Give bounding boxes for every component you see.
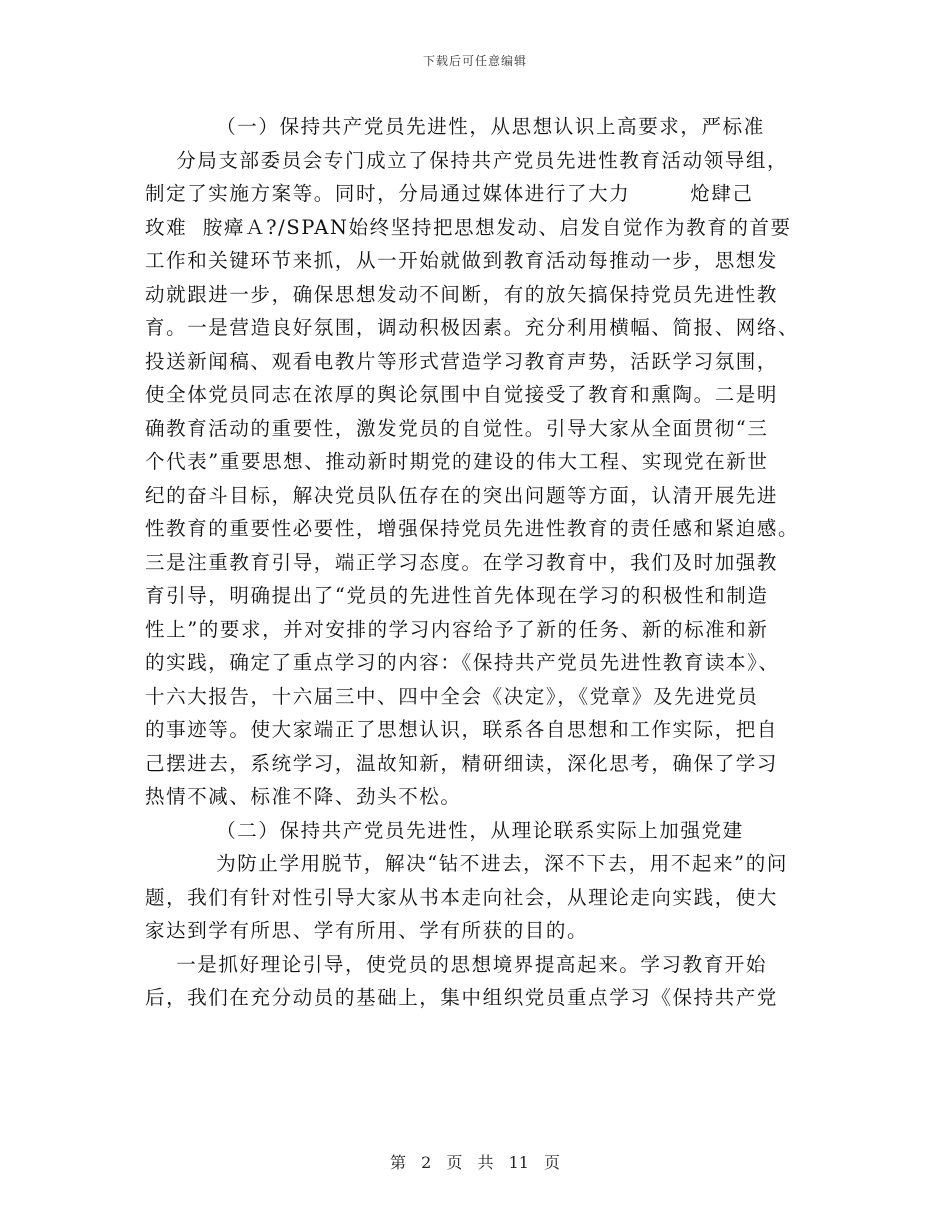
paragraph-line: 题，我们有针对性引导大家从书本走向社会，从理论走向实践，使大 [145, 885, 779, 909]
section-heading-2: （二）保持共产党员先进性，从理论联系实际上加强党建 [185, 818, 744, 842]
paragraph-line: 投送新闻稿、观看电教片等形式营造学习教育声势，活跃学习氛围， [145, 349, 779, 373]
footer-total-word: 共 [477, 1153, 494, 1172]
paragraph-line: 动就跟进一步，确保思想发动不间断，有的放矢搞保持党员先进性教 [145, 282, 779, 306]
paragraph-line: 育引导，明确提出了“党员的先进性首先体现在学习的积极性和制造 [145, 584, 769, 607]
document-body [145, 110, 805, 1015]
paragraph-line: 育。一是营造良好氛围，调动积极因素。充分利用横幅、简报、网络、 [145, 316, 800, 339]
footer-prefix: 第 [389, 1153, 406, 1172]
paragraph-line: 纪的奋斗目标，解决党员队伍存在的突出问题等方面，认清开展先进 [145, 483, 779, 507]
paragraph-line-tail: 炝肆己 [690, 182, 754, 205]
footer-suffix: 页 [544, 1153, 561, 1172]
paragraph-line [145, 177, 805, 211]
paragraph-line: 确教育活动的重要性，激发党员的自觉性。引导大家从全面贯彻“三 [145, 416, 769, 440]
section-heading-1: （一）保持共产党员先进性，从思想认识上高要求，严标准 [185, 115, 765, 138]
page-header-note: 下载后可任意编辑 [422, 54, 527, 68]
paragraph-line: 的实践，确定了重点学习的内容：《保持共产党员先进性教育读本》、 [145, 651, 780, 674]
paragraph-line: 三是注重教育引导，端正学习态度。在学习教育中，我们及时加强教 [145, 550, 779, 574]
paragraph-line: 十六大报告，十六届三中、四中全会《决定》，《党章》及先进党员 [145, 684, 759, 708]
paragraph-line: 分局支部委员会专门成立了保持共产党员先进性教育活动领导组， [145, 148, 789, 172]
footer-page-word: 页 [446, 1153, 463, 1172]
page-number-footer [0, 1150, 950, 1173]
total-page-count: 11 [508, 1153, 529, 1172]
paragraph-line: 个代表”重要思想、推动新时期党的建设的伟大工程、实现党在新世 [145, 450, 769, 473]
paragraph-line: 工作和关键环节来抓，从一开始就做到教育活动每推动一步，思想发 [145, 249, 779, 272]
paragraph-line: 家达到学有所思、学有所用、学有所获的目的。 [145, 919, 589, 942]
paragraph-line: 使全体党员同志在浓厚的舆论氛围中自觉接受了教育和熏陶。二是明 [145, 383, 779, 406]
paragraph-line: 一是抓好理论引导，使党员的思想境界提高起来。学习教育开始 [145, 952, 767, 976]
paragraph-line: 性教育的重要性必要性，增强保持党员先进性教育的责任感和紧迫感。 [145, 517, 800, 540]
paragraph-line: 的事迹等。使大家端正了思想认识，联系各自思想和工作实际，把自 [145, 718, 779, 741]
paragraph-line: 玫难 胺瘴Ａ?/SPAN始终坚持把思想发动、启发自觉作为教育的首要 [145, 215, 792, 239]
paragraph-line: 己摆进去，系统学习，温故知新，精研细读，深化思考，确保了学习 [145, 751, 779, 775]
paragraph-line: 热情不减、标准不降、劲头不松。 [145, 785, 462, 808]
paragraph-line: 为防止学用脱节，解决“钻不进去，深不下去，用不起来”的问 [185, 852, 788, 875]
paragraph-line: 性上”的要求，并对安排的学习内容给予了新的任务、新的标准和新 [145, 617, 769, 641]
paragraph-line: 后，我们在充分动员的基础上，集中组织党员重点学习《保持共产党 [145, 986, 779, 1009]
current-page-number: 2 [421, 1153, 432, 1172]
paragraph-line-text: 制定了实施方案等。同时，分局通过媒体进行了大力 [145, 182, 631, 205]
